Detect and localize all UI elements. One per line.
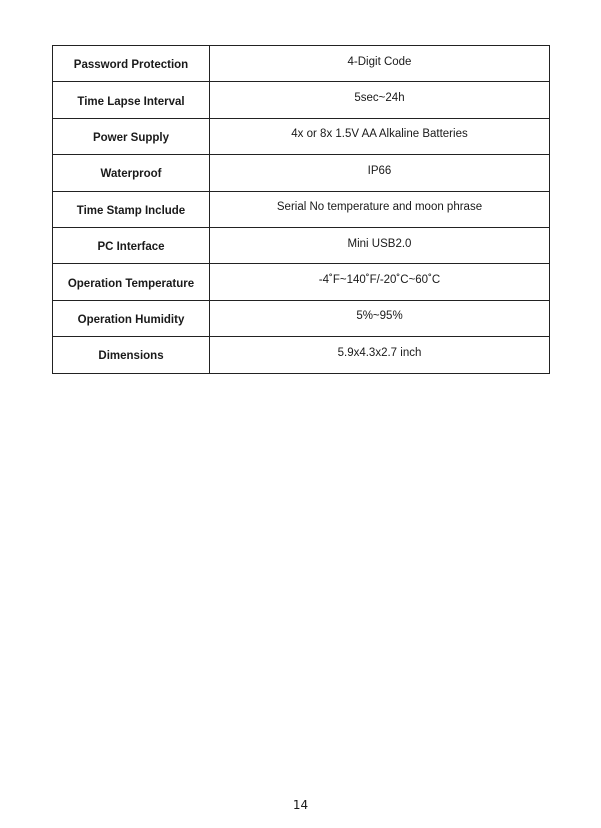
spec-value-time-stamp-include: Serial No temperature and moon phrase: [210, 191, 550, 227]
spec-value-power-supply: 4x or 8x 1.5V AA Alkaline Batteries: [210, 118, 550, 154]
table-row: [53, 46, 550, 82]
spec-value-waterproof: IP66: [210, 155, 550, 191]
table-row: [53, 264, 550, 300]
table-row: [53, 227, 550, 263]
spec-label-dimensions: Dimensions: [53, 337, 210, 373]
table-row: [53, 82, 550, 118]
table-row: [53, 191, 550, 227]
spec-label-pc-interface: PC Interface: [53, 227, 210, 263]
spec-label-operation-humidity: Operation Humidity: [53, 300, 210, 336]
spec-label-waterproof: Waterproof: [53, 155, 210, 191]
spec-label-password-protection: Password Protection: [53, 46, 210, 82]
spec-table: [52, 45, 550, 374]
spec-value-operation-humidity: 5%~95%: [210, 300, 550, 336]
spec-label-time-stamp-include: Time Stamp Include: [53, 191, 210, 227]
spec-value-dimensions: 5.9x4.3x2.7 inch: [210, 337, 550, 373]
page-number: 14: [292, 798, 309, 812]
table-row: [53, 118, 550, 154]
table-row: [53, 155, 550, 191]
spec-label-time-lapse-interval: Time Lapse Interval: [53, 82, 210, 118]
table-row: [53, 300, 550, 336]
spec-value-time-lapse-interval: 5sec~24h: [210, 82, 550, 118]
spec-value-password-protection: 4-Digit Code: [210, 46, 550, 82]
spec-label-power-supply: Power Supply: [53, 118, 210, 154]
spec-label-operation-temperature: Operation Temperature: [53, 264, 210, 300]
table-row: [53, 337, 550, 373]
spec-value-operation-temperature: -4˚F~140˚F/-20˚C~60˚C: [210, 264, 550, 300]
spec-value-pc-interface: Mini USB2.0: [210, 227, 550, 263]
